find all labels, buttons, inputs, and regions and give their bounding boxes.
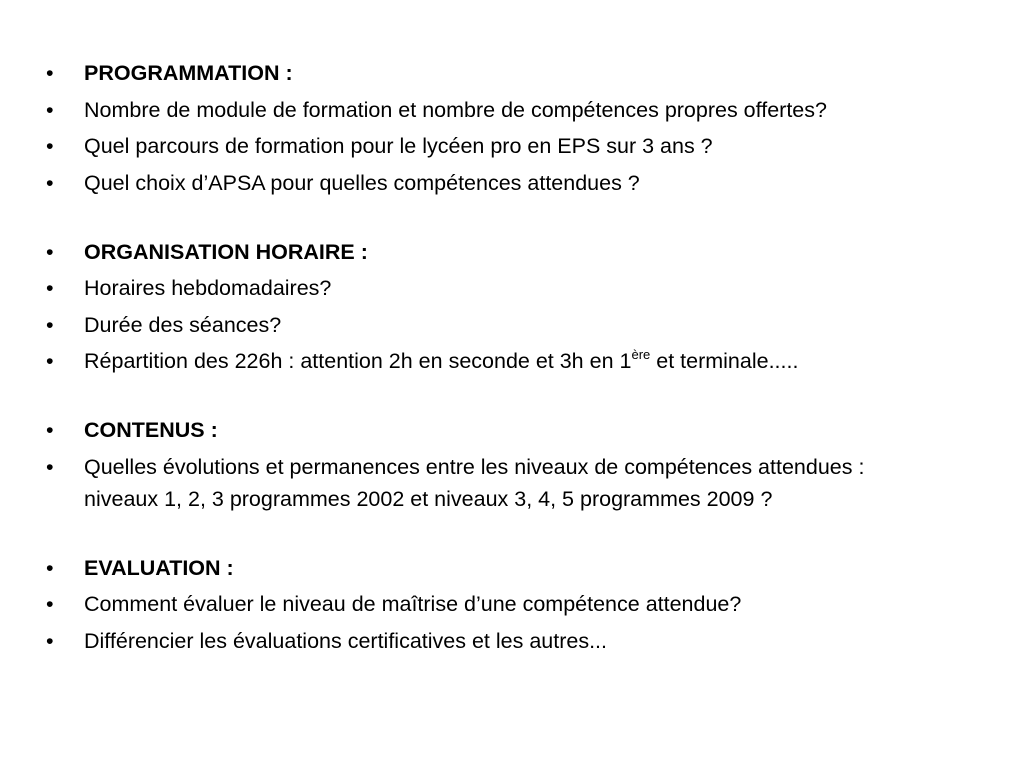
list-item: [46, 345, 946, 377]
bullet-icon: •: [46, 239, 54, 264]
item-text: Quel choix d’APSA pour quelles compétences attendues ?: [84, 170, 640, 195]
list-item: [46, 167, 946, 199]
section-heading-contenus: [46, 414, 946, 446]
bullet-icon: •: [46, 97, 54, 122]
item-text-part: Répartition des 226h : attention 2h en seconde et 3h en 1: [84, 349, 632, 373]
bullet-icon: •: [46, 276, 54, 300]
list-item: [46, 272, 946, 304]
bullet-icon: •: [46, 61, 54, 85]
item-text: Nombre de module de formation et nombre de compétences propres offertes?: [84, 97, 827, 122]
list-item: [46, 309, 946, 341]
list-item: [46, 130, 946, 162]
bullet-icon: •: [46, 312, 54, 337]
bullet-icon: •: [46, 454, 54, 479]
superscript: ère: [631, 346, 651, 362]
bullet-icon: •: [46, 134, 54, 158]
item-text: [84, 345, 946, 377]
heading-text: PROGRAMMATION :: [84, 61, 293, 85]
item-text: Quel parcours de formation pour le lycéen pro en EPS sur 3 ans ?: [84, 134, 713, 158]
section-heading-programmation: [46, 57, 946, 89]
list-item: [46, 451, 946, 515]
list-item: [46, 94, 946, 126]
bullet-list: [46, 57, 946, 661]
list-item: [46, 588, 946, 620]
section-heading-evaluation: [46, 552, 946, 584]
bullet-icon: •: [46, 349, 54, 373]
section-heading-organisation-horaire: [46, 236, 946, 268]
bullet-icon: •: [46, 555, 54, 580]
bullet-icon: •: [46, 418, 54, 442]
list-item: [46, 625, 946, 657]
item-text-part: et terminale.....: [650, 349, 799, 373]
item-text: Durée des séances?: [84, 312, 282, 337]
item-text: Différencier les évaluations certificatives et les autres...: [84, 628, 608, 653]
heading-text: CONTENUS :: [84, 418, 218, 442]
heading-text: ORGANISATION HORAIRE :: [84, 239, 368, 264]
item-text: Horaires hebdomadaires?: [84, 276, 332, 300]
item-text: Comment évaluer le niveau de maîtrise d’une compétence attendue?: [84, 592, 742, 616]
bullet-icon: •: [46, 170, 54, 195]
item-text: Quelles évolutions et permanences entre les niveaux de compétences attendues : niveaux 1, 2, 3 programmes 2002 et niveaux 3, 4, 5 programmes 2009 ?: [84, 454, 865, 511]
heading-text: EVALUATION :: [84, 555, 234, 580]
bullet-icon: •: [46, 592, 54, 616]
bullet-icon: •: [46, 628, 54, 653]
